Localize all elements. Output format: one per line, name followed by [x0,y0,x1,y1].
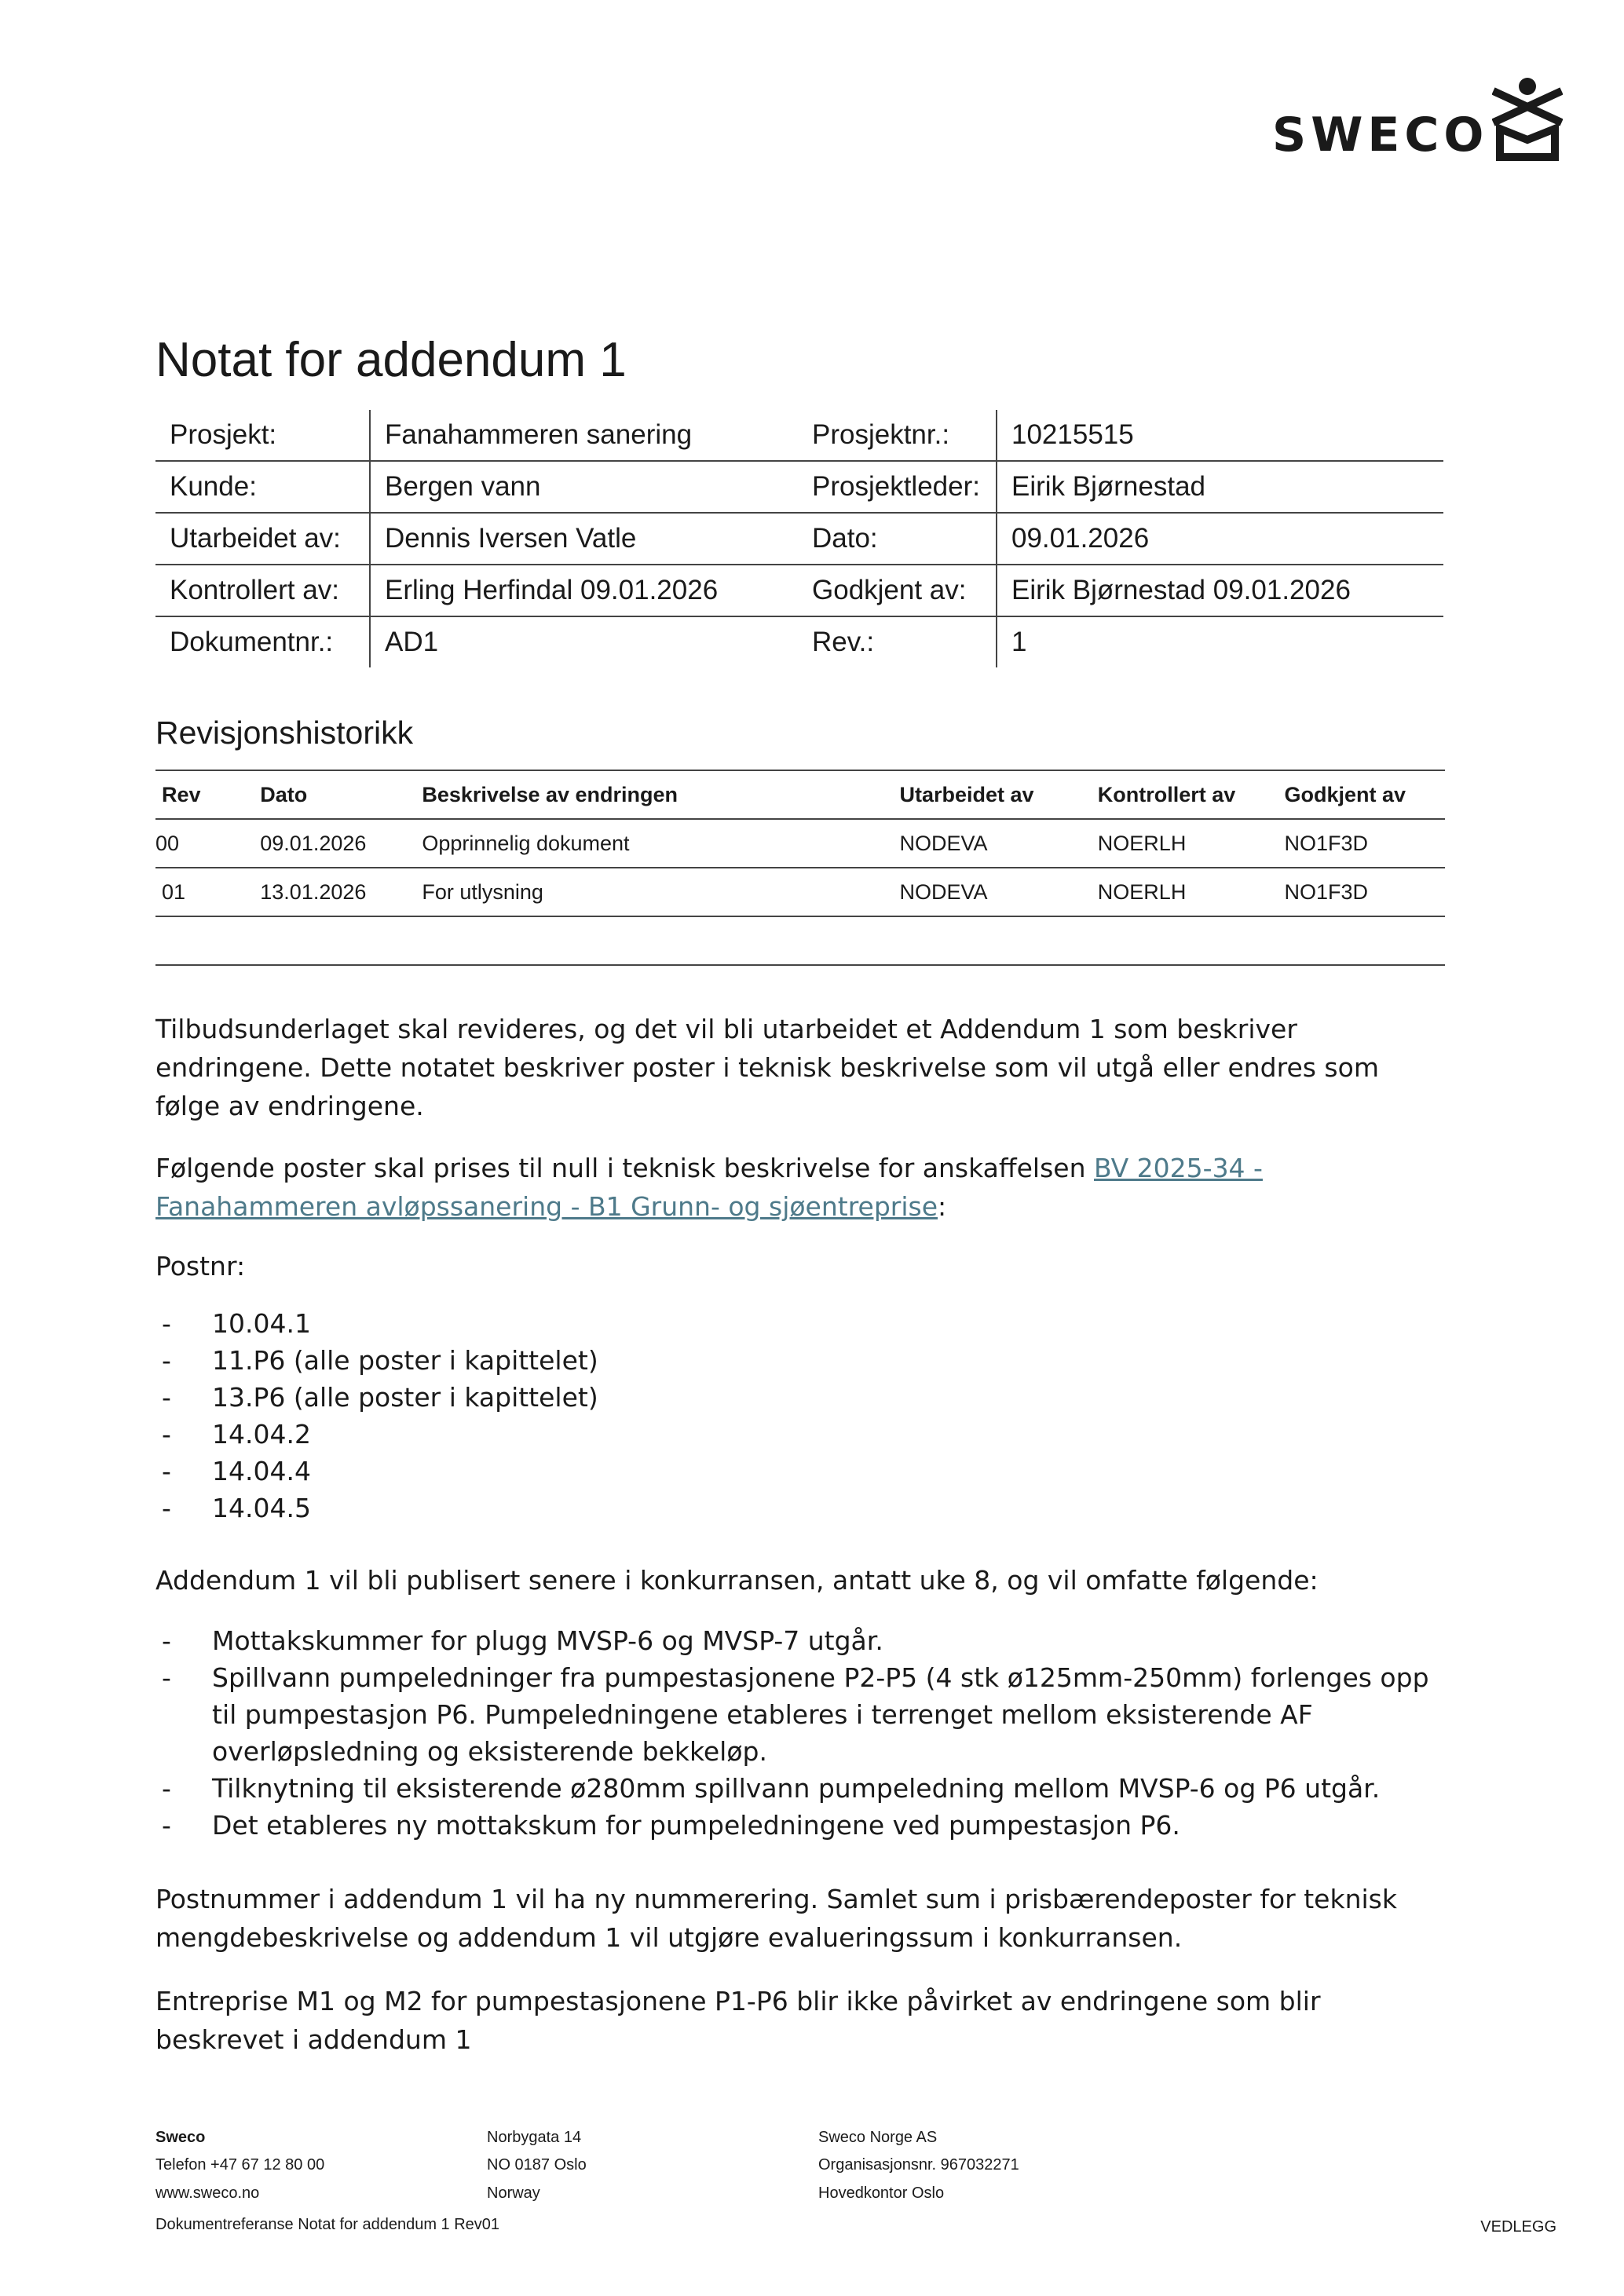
revision-column-header: Dato [254,770,415,819]
project-info-row [155,616,1443,667]
revision-cell [1092,916,1278,965]
revision-cell: Opprinnelig dokument [415,819,893,868]
revision-cell: 00 [155,819,254,868]
revision-cell: For utlysning [415,868,893,916]
meta-value: Bergen vann [370,461,798,513]
footer-postal: NO 0187 Oslo [487,2156,587,2174]
meta-label: Utarbeidet av: [155,513,370,565]
revision-row [155,916,1445,965]
revision-cell [1278,916,1446,965]
revision-row [155,819,1445,868]
revision-cell: NO1F3D [1278,868,1446,916]
meta-value: Fanahammeren sanering [370,410,798,461]
revision-column-header: Godkjent av [1278,770,1446,819]
revision-cell: 01 [155,868,254,916]
footer-company: Sweco [155,2129,206,2146]
postnr-item: - 11.P6 (alle poster i kapittelet) [155,1342,1451,1379]
addendum-item: - Tilknytning til eksisterende ø280mm spillvann pumpeledning mellom MVSP-6 og P6 utgår. [155,1770,1451,1807]
addendum-list [155,1622,1451,1844]
footer-legal-name: Sweco Norge AS [818,2129,938,2146]
postnr-item: - 14.04.5 [155,1490,1451,1526]
meta-value: 09.01.2026 [997,513,1443,565]
meta-label: Prosjektleder: [798,461,997,513]
project-info-row [155,513,1443,565]
meta-value: 1 [1011,627,1027,657]
footer-street: Norbygata 14 [487,2129,582,2146]
project-info-row [155,565,1443,616]
meta-label: Kontrollert av: [155,565,370,616]
sweco-logo [1272,75,1563,166]
meta-label: Rev.: [798,616,997,667]
footer-phone: Telefon +47 67 12 80 00 [155,2156,325,2174]
meta-value: Eirik Bjørnestad [997,461,1443,513]
addendum-intro: Addendum 1 vil bli publisert senere i konkurransen, antatt uke 8, og vil omfatte følgende: [155,1565,1319,1596]
footer-web[interactable]: www.sweco.no [155,2184,260,2202]
project-info-row [155,410,1443,461]
footer-attachment-label: VEDLEGG [1480,2218,1556,2236]
revision-column-header: Beskrivelse av endringen [415,770,893,819]
revision-cell: NODEVA [894,819,1092,868]
addendum-item: - Mottakskummer for plugg MVSP-6 og MVSP-7 utgår. [155,1622,1451,1659]
revision-cell: NODEVA [894,868,1092,916]
revision-history-heading: Revisjonshistorikk [155,715,414,751]
revision-cell: NOERLH [1092,868,1278,916]
revision-row [155,868,1445,916]
postnr-label: Postnr: [155,1251,246,1281]
revision-cell: 13.01.2026 [254,868,415,916]
revision-cell: NOERLH [1092,819,1278,868]
addendum-item: - Spillvann pumpeledninger fra pumpestasjonene P2-P5 (4 stk ø125mm-250mm) forlenges opp til pumpestasjon P6. Pumpeledningene etableres i terrenget mellom eksisterende AF overløpsledning og eksisterende bekkeløp. [155,1659,1451,1770]
meta-value: Dennis Iversen Vatle [370,513,798,565]
price-zero-paragraph [155,1149,1451,1226]
revision-column-header: Utarbeidet av [894,770,1092,819]
logo-text: SWECO [1272,108,1489,163]
revision-cell [155,916,254,965]
price-zero-text: Følgende poster skal prises til null i teknisk beskrivelse for anskaffelsen [155,1153,1094,1183]
tender-link[interactable]: BV 2025-34 - Fanahammeren avløpssanering - B1 Grunn- og sjøentreprise [155,1153,1263,1222]
sweco-figure-icon [1492,75,1563,162]
meta-label: Godkjent av: [798,565,997,616]
intro-paragraph: Tilbudsunderlaget skal revideres, og det vil bli utarbeidet et Addendum 1 som beskriver endringene. Dette notatet beskriver poster i teknisk beskrivelse som vil utgå eller endres som følge av endringene. [155,1014,1379,1121]
meta-label: Prosjektnr.: [798,410,997,461]
postnr-item: - 10.04.1 [155,1305,1451,1342]
meta-value: 10215515 [997,410,1443,461]
price-zero-colon: : [938,1191,947,1222]
postnr-item: - 14.04.2 [155,1416,1451,1453]
meta-label: Prosjekt: [155,410,370,461]
revision-cell: 09.01.2026 [254,819,415,868]
revision-cell [894,916,1092,965]
postnr-item: - 14.04.4 [155,1453,1451,1490]
entreprise-paragraph: Entreprise M1 og M2 for pumpestasjonene P1-P6 blir ikke påvirket av endringene som blir beskrevet i addendum 1 [155,1986,1321,2055]
revision-cell: NO1F3D [1278,819,1446,868]
revision-column-header: Rev [155,770,254,819]
revision-column-header: Kontrollert av [1092,770,1278,819]
revision-cell [415,916,893,965]
postnr-list [155,1305,1451,1526]
meta-value: Eirik Bjørnestad 09.01.2026 [997,565,1443,616]
meta-label: Dato: [798,513,997,565]
meta-value: AD1 [385,627,439,657]
document-title: Notat for addendum 1 [155,333,627,387]
footer-hq: Hovedkontor Oslo [818,2184,945,2202]
project-info-table [155,410,1443,667]
addendum-item: - Det etableres ny mottakskum for pumpeledningene ved pumpestasjon P6. [155,1807,1451,1844]
meta-label: Kunde: [155,461,370,513]
footer-country: Norway [487,2184,540,2202]
revision-history-table [155,770,1445,966]
postnr-item: - 13.P6 (alle poster i kapittelet) [155,1379,1451,1416]
project-info-row [155,461,1443,513]
revision-cell [254,916,415,965]
footer-org-nr: Organisasjonsnr. 967032271 [818,2156,1019,2174]
meta-label: Dokumentnr.: [155,616,370,667]
footer-doc-ref: Dokumentreferanse Notat for addendum 1 Rev01 [155,2216,500,2233]
meta-value: Erling Herfindal 09.01.2026 [370,565,798,616]
numbering-paragraph: Postnummer i addendum 1 vil ha ny nummerering. Samlet sum i prisbærendeposter for teknisk mengdebeskrivelse og addendum 1 vil utgjøre evalueringssum i konkurransen. [155,1884,1397,1953]
